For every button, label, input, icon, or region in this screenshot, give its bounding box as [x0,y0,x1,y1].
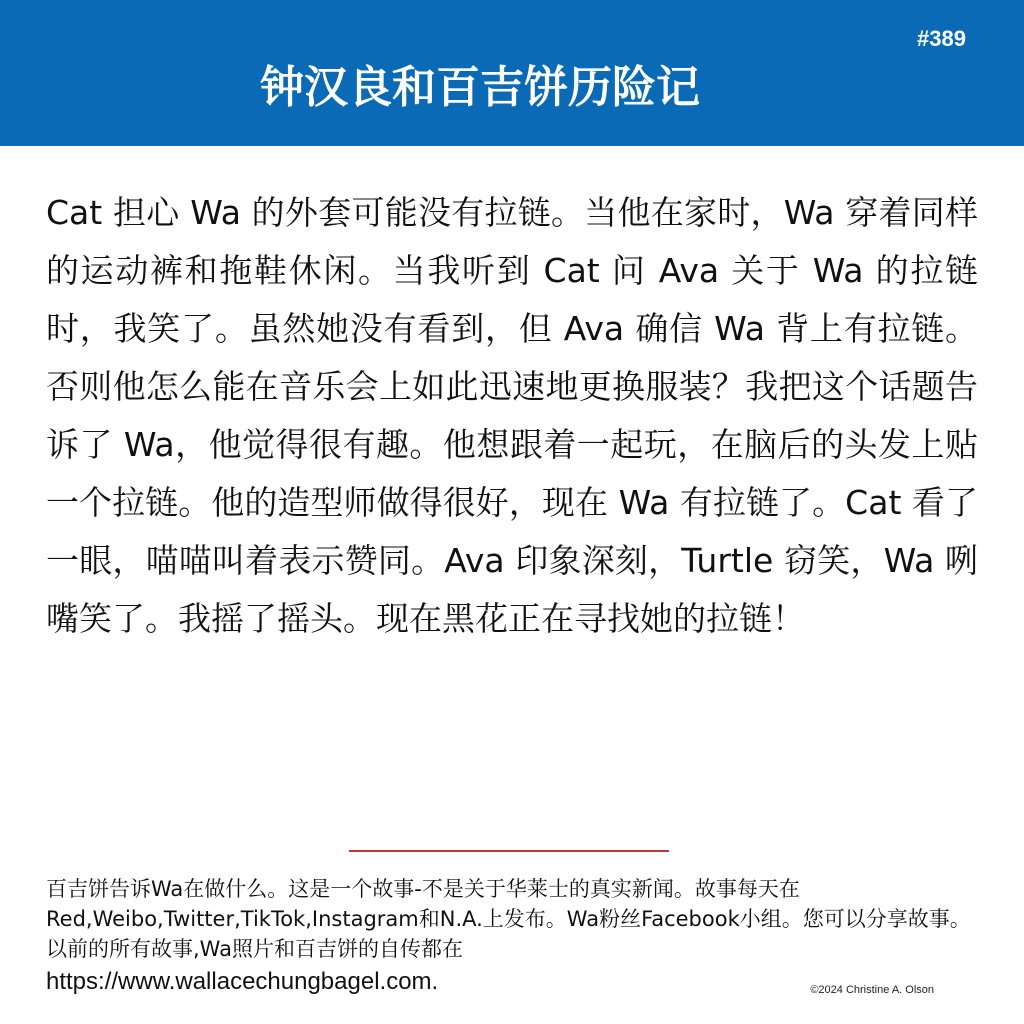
website-link[interactable]: https://www.wallacechungbagel.com. [46,968,439,995]
footer-notice [46,874,976,1000]
page-title: 钟汉良和百吉饼历险记 [260,62,700,113]
footer-text: 百吉饼告诉Wa在做什么。这是一个故事-不是关于华莱士的真实新闻。故事每天在Red,Weibo,Twitter,TikTok,Instagram和N.A.上发布。Wa粉丝Facebook小组。您可以分享故事。以前的所有故事,Wa照片和百吉饼的自传都在 [46,877,971,961]
divider-line [349,850,669,852]
copyright-notice: ©2024 Christine A. Olson [810,984,934,996]
episode-number: #389 [917,26,966,51]
header-banner [0,0,1024,146]
story-text: Cat 担心 Wa 的外套可能没有拉链。当他在家时，Wa 穿着同样的运动裤和拖鞋休闲。当我听到 Cat 问 Ava 关于 Wa 的拉链时，我笑了。虽然她没有看到，但 Ava 确信 Wa 背上有拉链。否则他怎么能在音乐会上如此迅速地更换服装？我把这个话题告诉了 Wa，他觉得很有趣。他想跟着一起玩，在脑后的头发上贴一个拉链。他的造型师做得很好，现在 Wa 有拉链了。Cat 看了一眼，喵喵叫着表示赞同。Ava 印象深刻，Turtle 窃笑，Wa 咧嘴笑了。我摇了摇头。现在黑花正在寻找她的拉链！ [46,193,978,638]
